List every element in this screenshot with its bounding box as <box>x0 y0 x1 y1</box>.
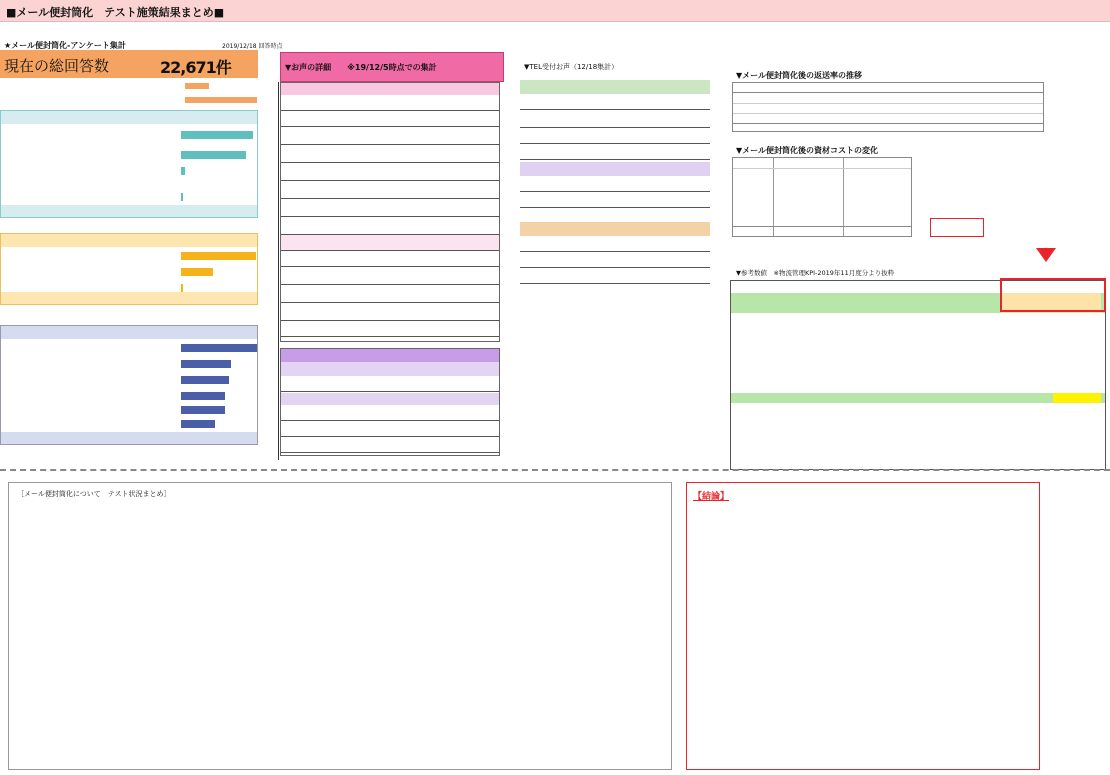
block-footer <box>1 205 257 217</box>
return-rate-title: ▼メール便封筒化後の返送率の推移 <box>736 71 862 80</box>
navy-bar <box>181 406 225 414</box>
conclusion-box <box>686 482 1040 770</box>
answer-split <box>0 80 258 108</box>
survey-date: 2019/12/18 回答時点 <box>222 43 283 50</box>
summary-paragraph <box>17 507 537 571</box>
table-row <box>281 305 499 321</box>
teal-bar <box>181 151 246 159</box>
cost-highlight-box <box>930 218 984 237</box>
table-header <box>733 83 1043 93</box>
table-row <box>281 251 499 267</box>
reference-title: ▼参考数値 ※物流管理KPI-2019年11月度分より抜粋 <box>736 269 895 277</box>
voices-table-header <box>281 349 499 362</box>
voices-vline <box>278 82 279 460</box>
table-row <box>281 183 499 199</box>
block-footer <box>1 432 257 444</box>
voices-subheader <box>281 393 499 405</box>
page-title: ■メール便封筒化 テスト施策結果まとめ■ <box>6 6 225 19</box>
table-row <box>281 269 499 285</box>
voices-table-2 <box>280 348 500 456</box>
list-item <box>520 176 710 192</box>
reference-highlight-box <box>1000 278 1106 312</box>
voices-subheader <box>281 362 499 376</box>
navy-bar <box>181 392 225 400</box>
table-row <box>733 123 1043 124</box>
return-rate-table <box>732 82 1044 132</box>
summary-paragraph <box>17 579 497 631</box>
table-row <box>281 111 499 127</box>
summary-title: ［メール便封筒化について テスト状況まとめ］ <box>17 490 171 498</box>
table-row <box>281 219 499 235</box>
voices-table-header <box>281 83 499 95</box>
summary-paragraph <box>17 643 517 703</box>
list-item <box>520 94 710 110</box>
gold-bar <box>181 284 183 292</box>
table-row <box>281 129 499 145</box>
table-row <box>281 405 499 421</box>
tel-group-header <box>520 162 710 176</box>
voices-title: ▼お声の詳細 ※19/12/5時点での集計 <box>285 63 437 72</box>
reference-total-row <box>731 393 1105 403</box>
survey-block-gold <box>0 233 258 305</box>
table-row <box>281 95 499 111</box>
list-item <box>520 112 710 128</box>
survey-block-navy <box>0 325 258 445</box>
material-cost-title: ▼メール便封筒化後の資材コストの変化 <box>736 146 878 155</box>
survey-title: ★メール便封筒化-アンケート集計 <box>4 41 126 50</box>
section-divider <box>0 469 1110 471</box>
table-row <box>281 165 499 181</box>
table-row <box>281 421 499 437</box>
tel-title: ▼TEL受付お声（12/18集計） <box>524 63 619 71</box>
navy-bar <box>181 420 215 428</box>
tel-table <box>520 80 710 280</box>
table-row <box>733 226 911 227</box>
table-row <box>733 168 911 169</box>
title-banner <box>0 0 1110 22</box>
reference-highlight <box>1053 393 1101 403</box>
voices-table-1 <box>280 82 500 342</box>
arrow-down-icon <box>1036 248 1056 262</box>
list-item <box>520 268 710 284</box>
teal-bar <box>181 167 185 175</box>
teal-bar <box>181 131 253 139</box>
table-row <box>281 321 499 337</box>
list-item <box>520 192 710 208</box>
table-col <box>773 158 774 236</box>
answer-split-bar <box>185 83 209 89</box>
tel-group-header <box>520 80 710 94</box>
table-row <box>281 235 499 251</box>
table-row <box>281 287 499 303</box>
block-footer <box>1 292 257 304</box>
block-header <box>1 326 257 339</box>
conclusion-title: 【結論】 <box>693 492 730 502</box>
table-row <box>281 437 499 453</box>
gold-bar <box>181 252 256 260</box>
total-answers-box <box>0 50 258 78</box>
material-cost-table <box>732 157 912 237</box>
table-row <box>733 113 1043 114</box>
answer-split-bar <box>185 97 257 103</box>
table-row <box>733 103 1043 104</box>
table-col <box>843 158 844 236</box>
navy-bar <box>181 376 229 384</box>
block-header <box>1 111 257 124</box>
table-row <box>281 376 499 392</box>
list-item <box>520 128 710 144</box>
navy-bar <box>181 360 231 368</box>
navy-bar <box>181 344 257 352</box>
tel-group-header <box>520 222 710 236</box>
summary-box <box>8 482 672 770</box>
total-answers-value: 22,671件 <box>160 58 231 77</box>
gold-bar <box>181 268 213 276</box>
block-header <box>1 234 257 247</box>
voices-header <box>280 52 504 82</box>
list-item <box>520 236 710 252</box>
teal-bar <box>181 193 183 201</box>
total-answers-label: 現在の総回答数 <box>4 57 110 75</box>
survey-block-teal <box>0 110 258 218</box>
table-row <box>281 201 499 217</box>
list-item <box>520 144 710 160</box>
list-item <box>520 252 710 268</box>
table-row <box>281 147 499 163</box>
